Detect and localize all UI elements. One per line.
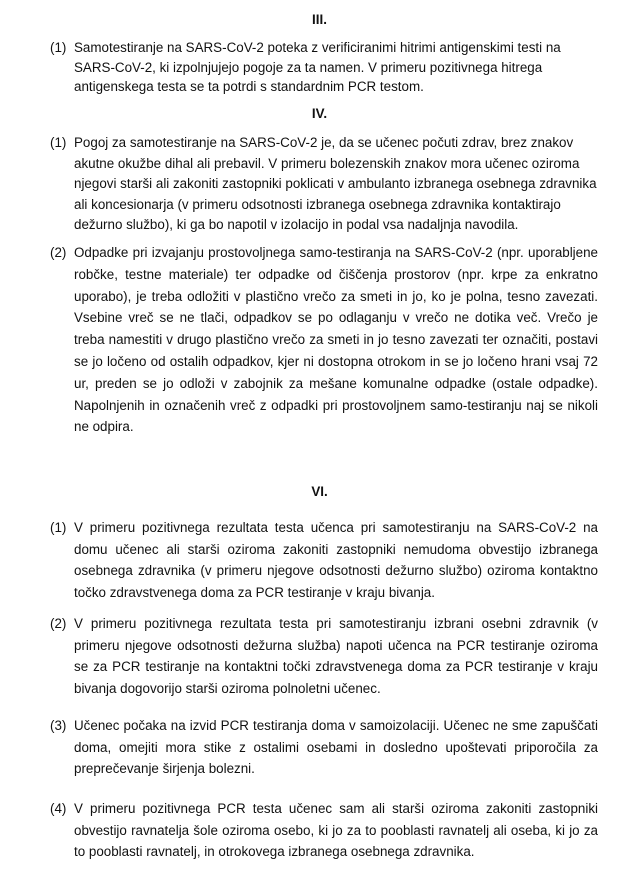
paragraph-text: V primeru pozitivnega PCR testa učenec sam ali starši oziroma zakoniti zastopniki obvestijo ravnatelja šole oziroma osebo, ki jo za to pooblasti ravnatelj ali oseba, ki jo za to pooblasti ravnatelj, in otrokovega izbranega osebnega zdravnika. — [74, 801, 598, 859]
paragraph-text: V primeru pozitivnega rezultata testa učenca pri samotestiranju na SARS-CoV-2 na domu učenec ali starši oziroma zakoniti zastopniki nemudoma obvestijo izbranega osebnega zdravnika (v primeru njegove odsotnosti dežurno službo) oziroma kontaktno točko zdravstvenega doma za PCR testiranje v kraju bivanja. — [74, 520, 598, 600]
paragraph-iii-1 — [50, 38, 598, 97]
paragraph-number: (2) — [50, 245, 67, 260]
paragraph-iv-1 — [50, 133, 598, 236]
paragraph-number: (3) — [50, 718, 67, 733]
paragraph-text: Samotestiranje na SARS-CoV-2 poteka z verificiranimi hitrimi antigenskimi testi na SARS-CoV-2, ki izpolnjujejo pogoje za ta namen. V primeru pozitivnega hitrega antigenskega testa se ta potrdi s standardnim PCR testom. — [74, 40, 561, 94]
section-heading-vi: VI. — [311, 484, 328, 499]
paragraph-text: Pogoj za samotestiranje na SARS-CoV-2 je, da se učenec počuti zdrav, brez znakov akutne okužbe dihal ali prebavil. V primeru bolezenskih znakov mora učenec oziroma njegovi starši ali zakoniti zastopniki poklicati v ambulanto izbranega osebnega zdravnika ali koncesionarja (v primeru odsotnosti izbranega osebnega zdravnika kontaktirajo dežurno službo), ki ga bo napotil v izolacijo in podal vsa nadaljnja navodila. — [74, 135, 597, 232]
paragraph-number: (2) — [50, 616, 67, 631]
paragraph-number: (1) — [50, 40, 67, 55]
paragraph-text: V primeru pozitivnega rezultata testa pri samotestiranju izbrani osebni zdravnik (v primeru njegove odsotnosti dežurna služba) napoti učenca na PCR testiranje oziroma se za PCR testiranje na kontaktni točki zdravstvenega doma za PCR testiranje v kraju bivanja dogovorijo starši oziroma polnoletni učenec. — [74, 616, 598, 696]
paragraph-vi-2 — [50, 613, 598, 699]
paragraph-number: (1) — [50, 520, 67, 535]
paragraph-text: Odpadke pri izvajanju prostovoljnega samo-testiranja na SARS-CoV-2 (npr. uporabljene robčke, testne materiale) ter odpadke od čiščenja prostorov (npr. krpe za enkratno uporabo), je treba odložiti v plastično vrečo za smeti in jo, ko je polna, tesno zavezati. Vsebine vreč se ne tlači, odpadkov se po odlaganju v vrečo ne dotika več. Vrečo je treba namestiti v drugo plastično vrečo za smeti in jo tesno zavezati ter označiti, postavi se jo ločeno od ostalih odpadkov, kjer ni dostopna otrokom in se jo ločeno hrani vsaj 72 ur, preden se jo odloži v zabojnik za mešane komunalne odpadke (ostale odpadke). Napolnjenih in označenih vreč z odpadki pri prostovoljnem samo-testiranju naj se nikoli ne odpira. — [74, 245, 598, 435]
paragraph-text: Učenec počaka na izvid PCR testiranja doma v samoizolaciji. Učenec ne sme zapuščati doma, omejiti mora stike z ostalimi osebami in dosledno upoštevati priporočila za preprečevanje širjenja bolezni. — [74, 718, 598, 776]
section-heading-iv: IV. — [311, 106, 328, 121]
paragraph-vi-4 — [50, 798, 598, 863]
paragraph-number: (4) — [50, 801, 67, 816]
paragraph-vi-3 — [50, 715, 598, 780]
paragraph-number: (1) — [50, 135, 67, 150]
paragraph-vi-1 — [50, 517, 598, 603]
section-heading-iii: III. — [312, 12, 327, 27]
paragraph-iv-2 — [50, 242, 598, 438]
